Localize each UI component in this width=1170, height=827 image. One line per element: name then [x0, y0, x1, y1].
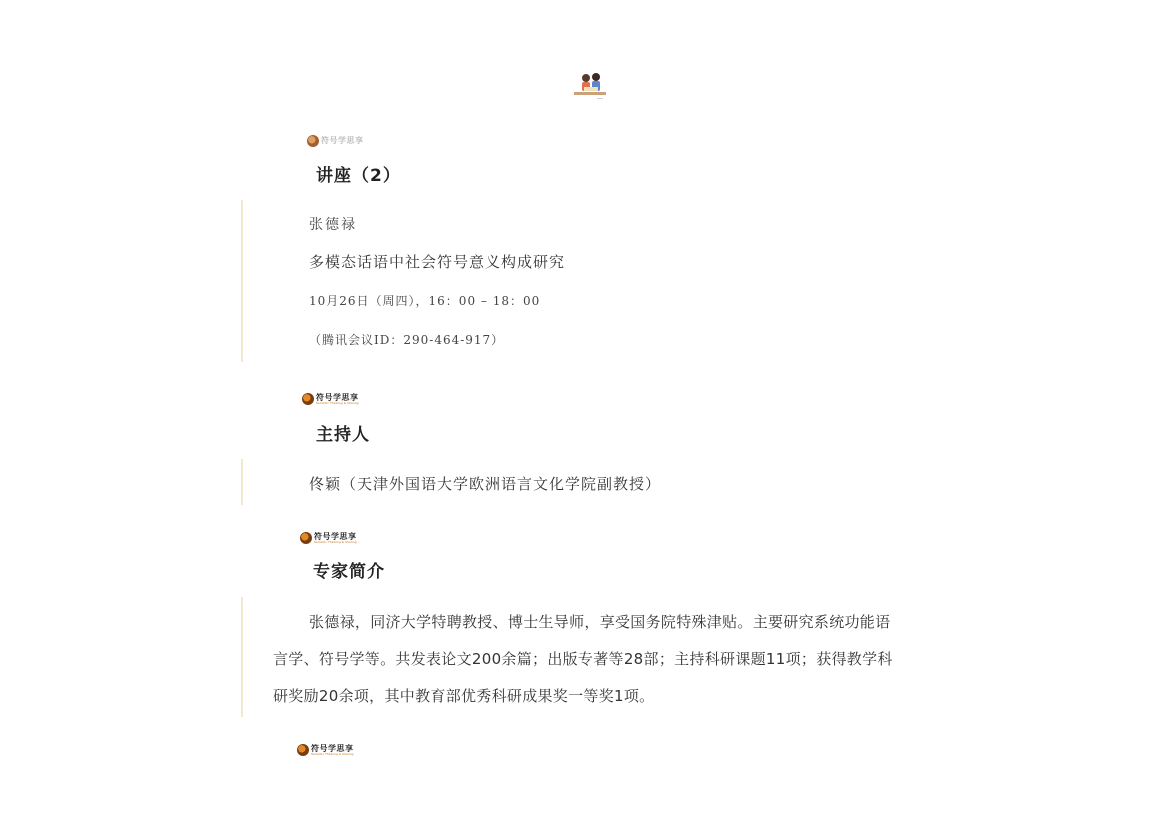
- section-divider-bar: [241, 597, 243, 717]
- section-divider-bar: [241, 200, 243, 362]
- logo-subtext: Semiotic Thinking & Sharing: [316, 400, 359, 405]
- logo-subtext: Semiotic Thinking & Sharing: [314, 539, 357, 544]
- reading-people-illustration: [572, 70, 610, 102]
- logo: [302, 393, 359, 405]
- logo-text: 符号学思享: [311, 743, 354, 753]
- logo-coin-icon: [307, 135, 319, 147]
- logo: [297, 744, 354, 756]
- lecture-title: 多模态话语中社会符号意义构成研究: [309, 253, 566, 271]
- logo-coin-icon: [300, 532, 312, 544]
- logo-text: 符号学思享: [316, 392, 359, 402]
- logo-text: 符号学思享: [321, 136, 364, 145]
- host-heading: 主持人: [316, 425, 370, 445]
- speaker-name: 张德禄: [309, 217, 357, 233]
- meeting-id: （腾讯会议ID：290-464-917）: [309, 333, 505, 347]
- section-divider-bar: [241, 459, 243, 505]
- logo-subtext: Semiotic Thinking & Sharing: [311, 751, 354, 756]
- profile-text: 张德禄，同济大学特聘教授、博士生导师，享受国务院特殊津贴。主要研究系统功能语言学、符号学等。共发表论文200余篇；出版专著等28部；主持科研课题11项；获得教学科研奖励20余项，其中教育部优秀科研成果奖一等奖1项。: [273, 613, 893, 705]
- logo-text: 符号学思享: [314, 531, 357, 541]
- logo-coin-icon: [302, 393, 314, 405]
- lecture-heading: 讲座（2）: [316, 166, 401, 186]
- logo-coin-icon: [297, 744, 309, 756]
- lecture-time: 10月26日（周四），16：00 – 18：00: [309, 294, 541, 308]
- logo: [300, 532, 357, 544]
- host-text: 佟颖（天津外国语大学欧洲语言文化学院副教授）: [309, 475, 662, 493]
- profile-heading: 专家简介: [313, 562, 385, 582]
- logo: [307, 135, 364, 147]
